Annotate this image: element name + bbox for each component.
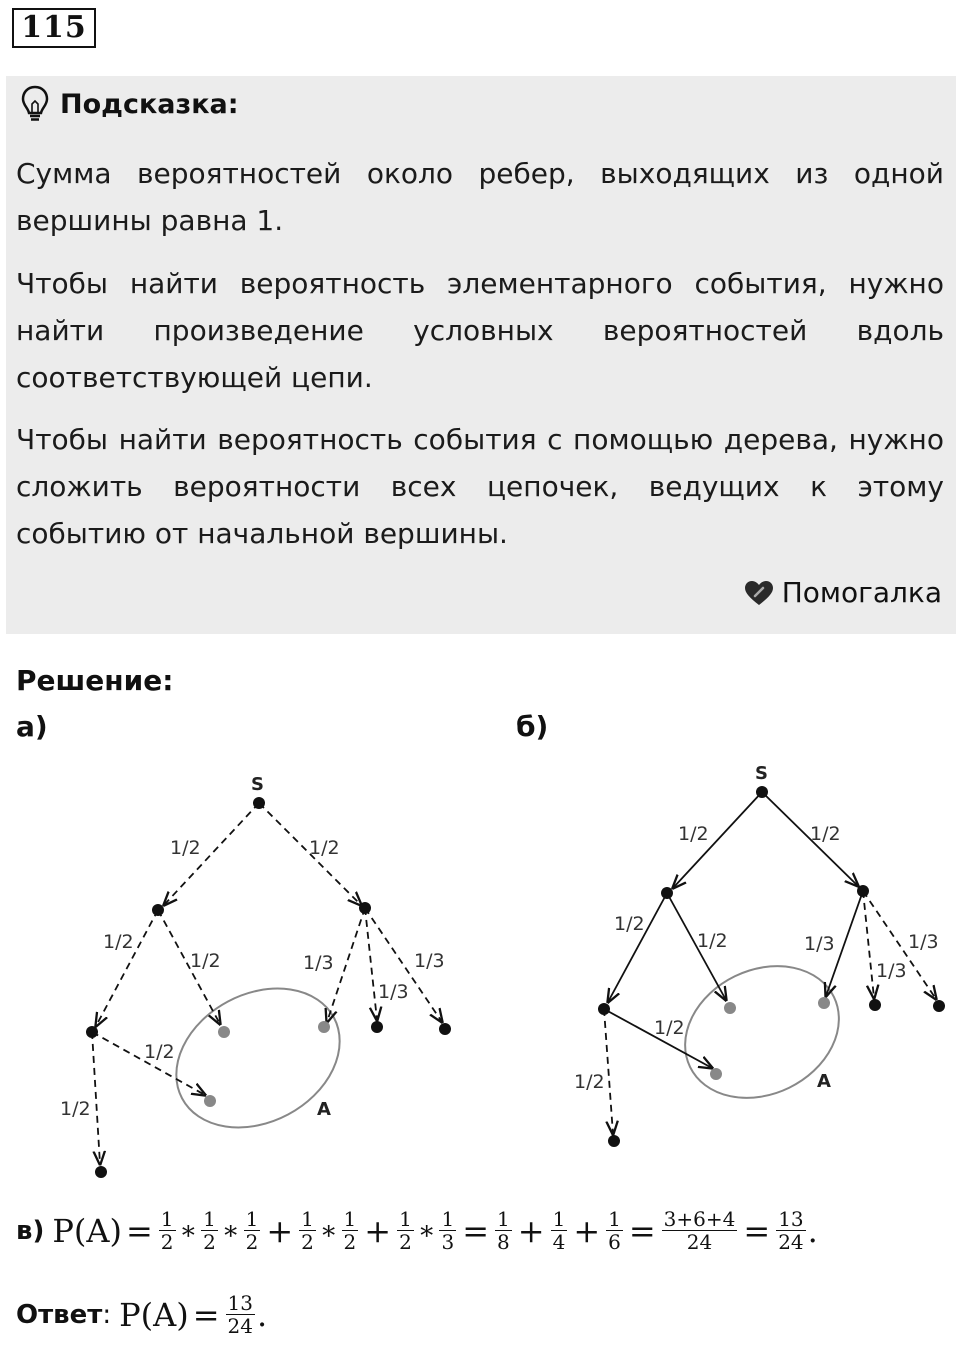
answer: Ответ : P(A) = $\frac{13}{24}$ . (16, 1291, 268, 1338)
answer-value: $\frac{13}{24}$ (227, 1291, 253, 1338)
hint-title: Подсказка: (60, 88, 239, 120)
formula-term: $\frac{13}{24}$ (778, 1207, 804, 1254)
tree-a-edge-label: 1/2 (190, 950, 221, 972)
tree-a (60, 774, 451, 1178)
tree-a-root-label: S (251, 774, 264, 795)
hint-paragraph-2: Чтобы найти вероятность элементарного события, нужно найти произведение условных вероятностей вдоль соответствующей цепи. (16, 267, 944, 394)
tree-b-edge-label: 1/2 (654, 1017, 685, 1039)
tree-a-set-label: A (317, 1099, 331, 1120)
formula-term: $\frac{1}{2}$ (301, 1207, 314, 1254)
probability-formula: в) P(A) = $\frac{1}{2}$ ∗ $\frac{1}{2}$ ∗ $\frac{1}{2}$ + $\frac{1}{2}$ ∗ $\frac{1}{2}$ + $\frac{1}{2}$ ∗ $\frac{1}{3}$ = $\frac{1}{8}$ + $\frac{1}{4}$ + $\frac{1}{6}$ = $\frac{3+6+4}{24}$ = $\frac{13}{24}$ . (16, 1207, 818, 1254)
answer-lhs: P(A) (119, 1295, 189, 1334)
event-a-ellipse (152, 961, 364, 1155)
part-b-label: б) (516, 710, 549, 743)
tree-b-edge-label: 1/2 (614, 913, 645, 935)
tree-b-edge-label: 1/3 (908, 931, 939, 953)
formula-term: $\frac{1}{4}$ (552, 1207, 566, 1254)
tree-a-edge-label: 1/2 (144, 1041, 175, 1063)
formula-term: $\frac{1}{8}$ (497, 1207, 510, 1254)
tree-a-edge-label: 1/2 (170, 837, 201, 859)
formula-term: $\frac{1}{2}$ (399, 1207, 412, 1254)
tree-a-edge-label: 1/2 (103, 931, 134, 953)
tree-a-edge-label: 1/3 (378, 981, 409, 1003)
solution-title: Решение: (16, 664, 174, 697)
tree-b-edge-label: 1/2 (810, 823, 841, 845)
tree-a-edge-label: 1/2 (60, 1098, 91, 1120)
formula-term: $\frac{1}{2}$ (160, 1207, 174, 1254)
formula-term: $\frac{1}{6}$ (608, 1207, 621, 1254)
tree-b-edge-label: 1/3 (876, 960, 907, 982)
tree-a-edge-label: 1/3 (414, 950, 445, 972)
formula-term: $\frac{1}{2}$ (343, 1207, 357, 1254)
tree-b-set-label: A (817, 1071, 831, 1092)
formula-term: $\frac{1}{2}$ (203, 1207, 216, 1254)
tree-a-edge-label: 1/3 (303, 952, 334, 974)
tree-b-edge-label: 1/2 (697, 930, 728, 952)
tree-b-edge-label: 1/3 (804, 933, 835, 955)
formula-lhs: P(A) (52, 1211, 122, 1250)
part-a-label: а) (16, 710, 48, 743)
formula-term: $\frac{3+6+4}{24}$ (663, 1207, 736, 1254)
tree-b-edge-label: 1/2 (574, 1071, 605, 1093)
tree-b (574, 763, 945, 1147)
hint-paragraph-3: Чтобы найти вероятность события с помощью дерева, нужно сложить вероятности всех цепочек, ведущих к этому событию от начальной вершины. (16, 423, 944, 550)
answer-label: Ответ (16, 1299, 103, 1330)
tree-b-root-label: S (755, 763, 768, 784)
hint-paragraph-1: Сумма вероятностей около ребер, выходящих из одной вершины равна 1. (16, 157, 944, 237)
tree-a-edge-label: 1/2 (309, 837, 340, 859)
formula-term: $\frac{1}{2}$ (245, 1207, 259, 1254)
tree-b-edge-label: 1/2 (678, 823, 709, 845)
brand-name: Помогалка (781, 576, 942, 609)
formula-part-label: в) (16, 1215, 45, 1246)
problem-number: 115 (12, 8, 96, 48)
event-b-ellipse (663, 941, 861, 1123)
formula-term: $\frac{1}{3}$ (441, 1207, 455, 1254)
